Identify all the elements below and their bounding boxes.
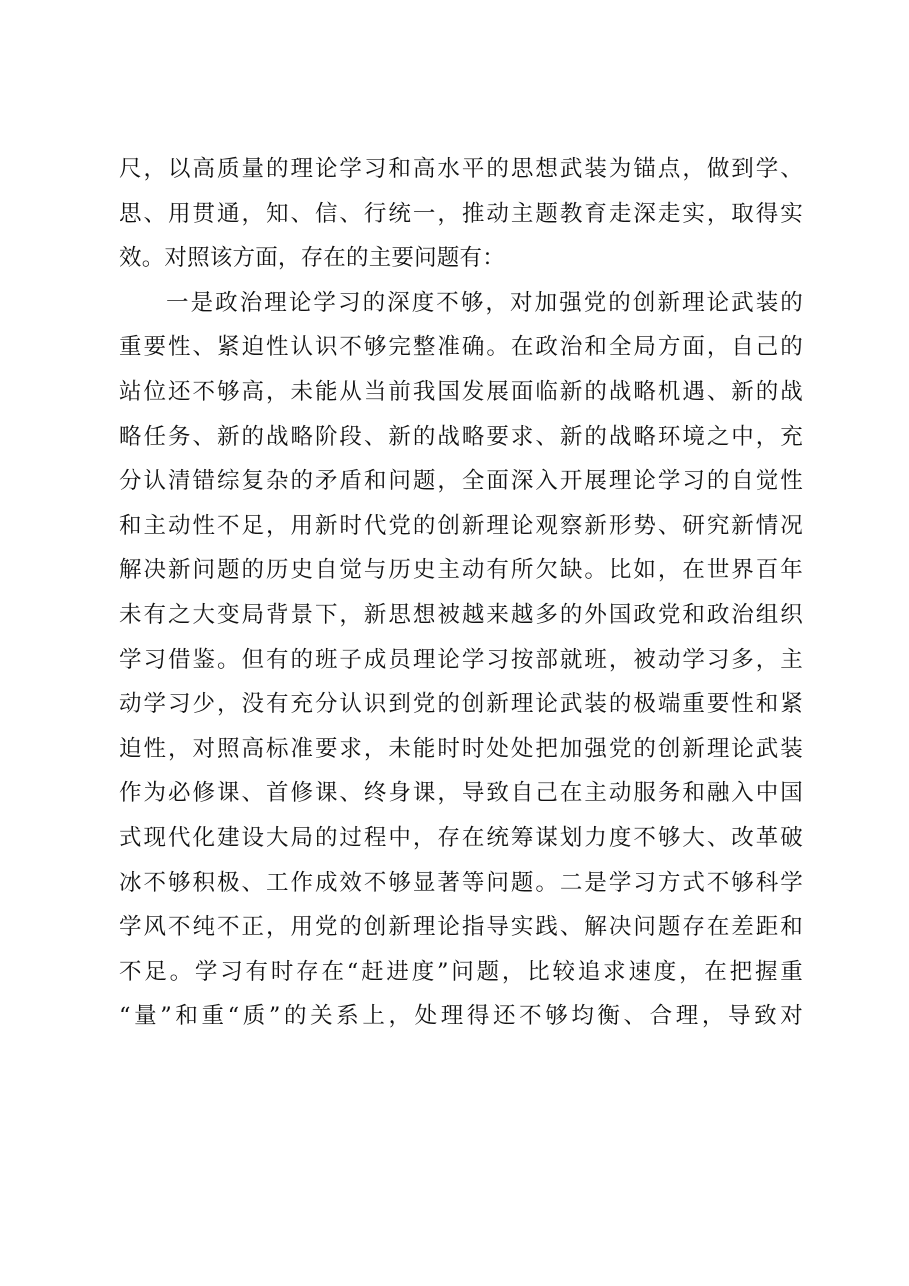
text-line: 冰不够积极、工作成效不够显著等问题。二是学习方式不够科学 xyxy=(119,869,803,896)
text-line: 分认清错综复杂的矛盾和问题，全面深入开展理论学习的自觉性 xyxy=(119,468,803,495)
body-text xyxy=(119,147,803,1039)
text-line: 重要性、紧迫性认识不够完整准确。在政治和全局方面，自己的 xyxy=(119,334,803,361)
text-line: 站位还不够高，未能从当前我国发展面临新的战略机遇、新的战 xyxy=(119,378,803,405)
text-line: 思、用贯通，知、信、行统一，推动主题教育走深走实，取得实 xyxy=(119,200,803,227)
text-line: 未有之大变局背景下，新思想被越来越多的外国政党和政治组织 xyxy=(119,601,803,628)
text-line: 尺，以高质量的理论学习和高水平的思想武装为锚点，做到学、 xyxy=(119,156,803,182)
text-line: 不足。学习有时存在“赶进度”问题，比较追求速度，在把握重 xyxy=(119,958,803,985)
text-line: 式现代化建设大局的过程中，存在统筹谋划力度不够大、改革破 xyxy=(119,824,803,851)
text-line: 略任务、新的战略阶段、新的战略要求、新的战略环境之中，充 xyxy=(119,423,803,450)
text-line: 学风不纯不正，用党的创新理论指导实践、解决问题存在差距和 xyxy=(119,914,803,941)
text-line: 作为必修课、首修课、终身课，导致自己在主动服务和融入中国 xyxy=(119,780,803,807)
text-line: 解决新问题的历史自觉与历史主动有所欠缺。比如，在世界百年 xyxy=(119,557,803,584)
text-line: “量”和重“质”的关系上，处理得还不够均衡、合理，导致对 xyxy=(119,1003,803,1030)
text-line: 迫性，对照高标准要求，未能时时处处把加强党的创新理论武装 xyxy=(119,735,803,762)
text-line: 效。对照该方面，存在的主要问题有： xyxy=(119,245,505,272)
text-line: 和主动性不足，用新时代党的创新理论观察新形势、研究新情况 xyxy=(119,512,803,539)
text-line: 一是政治理论学习的深度不够，对加强党的创新理论武装的 xyxy=(166,289,803,316)
text-line: 学习借鉴。但有的班子成员理论学习按部就班，被动学习多，主 xyxy=(119,646,803,673)
text-line: 动学习少，没有充分认识到党的创新理论武装的极端重要性和紧 xyxy=(119,691,803,718)
